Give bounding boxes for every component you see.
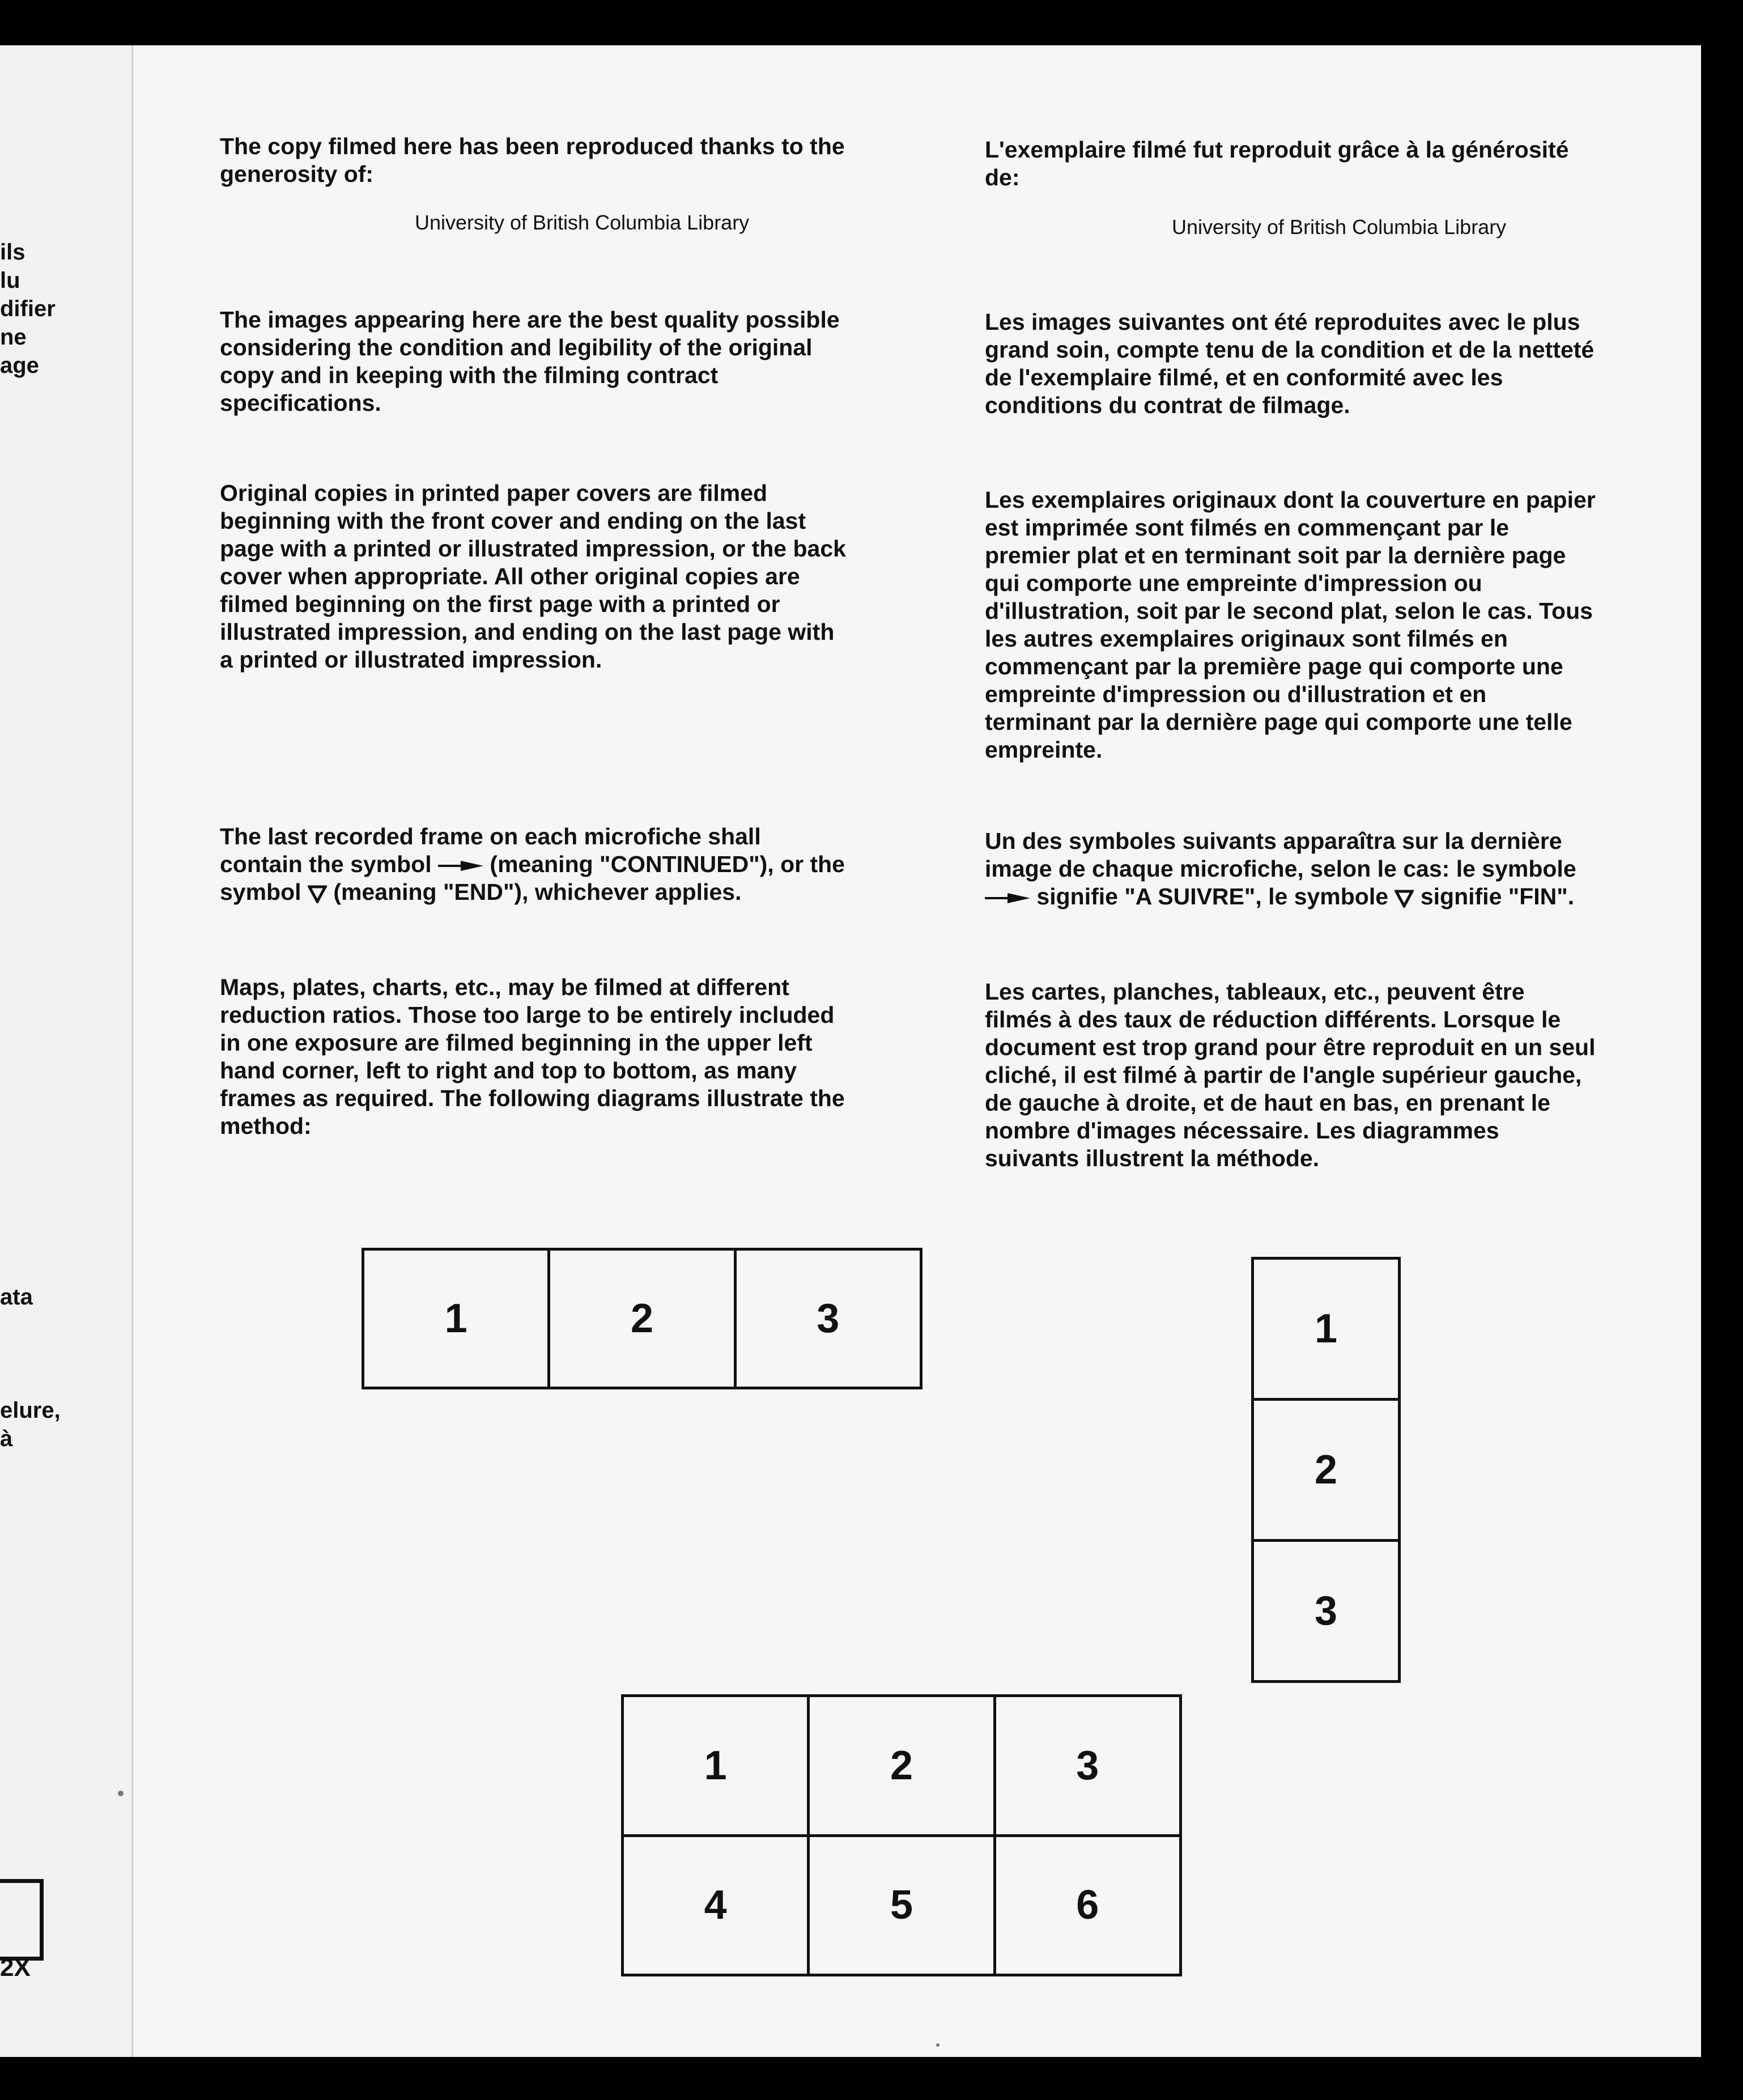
- diagram-horizontal: [362, 1248, 922, 1389]
- diagram-frame: 2: [549, 1249, 735, 1388]
- french-covers-paragraph: Les exemplaires originaux dont la couverture en papier est imprimée sont filmés en commençant par le premier plat et en terminant soit par la dernière page qui comporte une empreinte d'impression ou d'illustration, soit par le second plat, selon le cas. Tous les autres exemplaires originaux sont filmés en commençant par la première page qui comporte une empreinte d'impression ou d'illustration et en terminant par la dernière page qui comporte une telle empreinte.: [985, 487, 1596, 763]
- english-maps-paragraph: Maps, plates, charts, etc., may be filmed at different reduction ratios. Those too large to be entirely included in one exposure are filmed beginning in the upper left hand corner, left to right and top to bottom, as many frames as required. The following diagrams illustrate the method:: [220, 974, 845, 1139]
- margin-fragment: ata: [0, 1285, 33, 1310]
- french-maps-paragraph: Les cartes, planches, tableaux, etc., peuvent être filmés à des taux de réduction différents. Lorsque le document est trop grand pour être reproduit en un seul cliché, il est filmé à partir de l'angle supérieur gauche, de gauche à droite, et de haut en bas, en prenant le nombre d'images nécessaire. Les diagrammes suivants illustrent la méthode.: [985, 979, 1596, 1171]
- english-symbols-text-2: (meaning "CONTINUED"), or the symbol: [220, 851, 845, 905]
- french-library-name: University of British Columbia Library: [1172, 215, 1507, 239]
- french-credit-intro: L'exemplaire filmé fut reproduit grâce à la générosité de:: [985, 137, 1569, 190]
- diagram-grid: [621, 1694, 1182, 1976]
- diagram-frame: 3: [735, 1249, 921, 1388]
- diagram-vertical: [1251, 1257, 1401, 1683]
- english-covers-paragraph: Original copies in printed paper covers are filmed beginning with the front cover and ending on the last page with a printed or illustrated impression, or the back cover when appropriate. All other original copies are filmed beginning on the first page with a printed or illustrated impression, and ending on the last page with a printed or illustrated impression.: [220, 480, 846, 673]
- page-right-border: [1701, 45, 1743, 2057]
- diagram-frame: 3: [994, 1696, 1180, 1836]
- continued-arrow-icon: [985, 892, 1030, 904]
- margin-fragment: lu: [0, 268, 20, 293]
- margin-fragment: elure,: [0, 1398, 61, 1423]
- diagram-frame: 5: [809, 1835, 994, 1975]
- end-triangle-icon: [308, 884, 327, 903]
- diagram-frame: 6: [994, 1835, 1180, 1975]
- english-quality-paragraph: The images appearing here are the best quality possible considering the condition and legibility of the original copy and in keeping with the filming contract specifications.: [220, 307, 840, 416]
- diagram-frame: 2: [809, 1696, 994, 1836]
- diagram-frame: 2: [1253, 1400, 1400, 1541]
- french-symbols-text-3: signifie "FIN".: [1420, 883, 1575, 909]
- dust-speck: [118, 1791, 124, 1796]
- english-symbols-paragraph: [220, 823, 849, 906]
- english-symbols-text-1: The last recorded frame on each microfiche shall contain the symbol: [220, 823, 761, 877]
- english-symbols-text-3: (meaning "END"), whichever applies.: [333, 879, 742, 905]
- diagram-frame: 3: [1253, 1541, 1400, 1682]
- margin-fragment: ne: [0, 325, 27, 350]
- diagram-frame: 1: [1253, 1259, 1400, 1400]
- french-symbols-text-1: Un des symboles suivants apparaîtra sur la dernière image de chaque microfiche, selon le cas: le symbole: [985, 828, 1576, 882]
- end-triangle-icon: [1395, 889, 1414, 908]
- english-library-name: University of British Columbia Library: [415, 211, 750, 234]
- french-quality-paragraph: Les images suivantes ont été reproduites avec le plus grand soin, compte tenu de la condition et de la netteté de l'exemplaire filmé, et en conformité avec les conditions du contrat de filmage.: [985, 309, 1595, 418]
- diagram-frame: 4: [623, 1835, 809, 1975]
- french-symbols-text-2: signifie "A SUIVRE", le symbole: [1036, 883, 1389, 909]
- margin-fragment: difier: [0, 296, 56, 321]
- margin-fragment: à: [0, 1426, 13, 1451]
- french-symbols-paragraph: [985, 827, 1597, 911]
- margin-fragment: age: [0, 353, 39, 378]
- continued-arrow-icon: [438, 860, 483, 872]
- reduction-label: 2X: [0, 1954, 31, 1982]
- diagram-frame: 1: [363, 1249, 549, 1388]
- margin-fragment: ils: [0, 240, 25, 265]
- english-credit-intro: The copy filmed here has been reproduced thanks to the generosity of:: [220, 133, 845, 187]
- reduction-box: [0, 1879, 44, 1961]
- dust-speck: [936, 2043, 939, 2047]
- diagram-frame: 1: [623, 1696, 809, 1836]
